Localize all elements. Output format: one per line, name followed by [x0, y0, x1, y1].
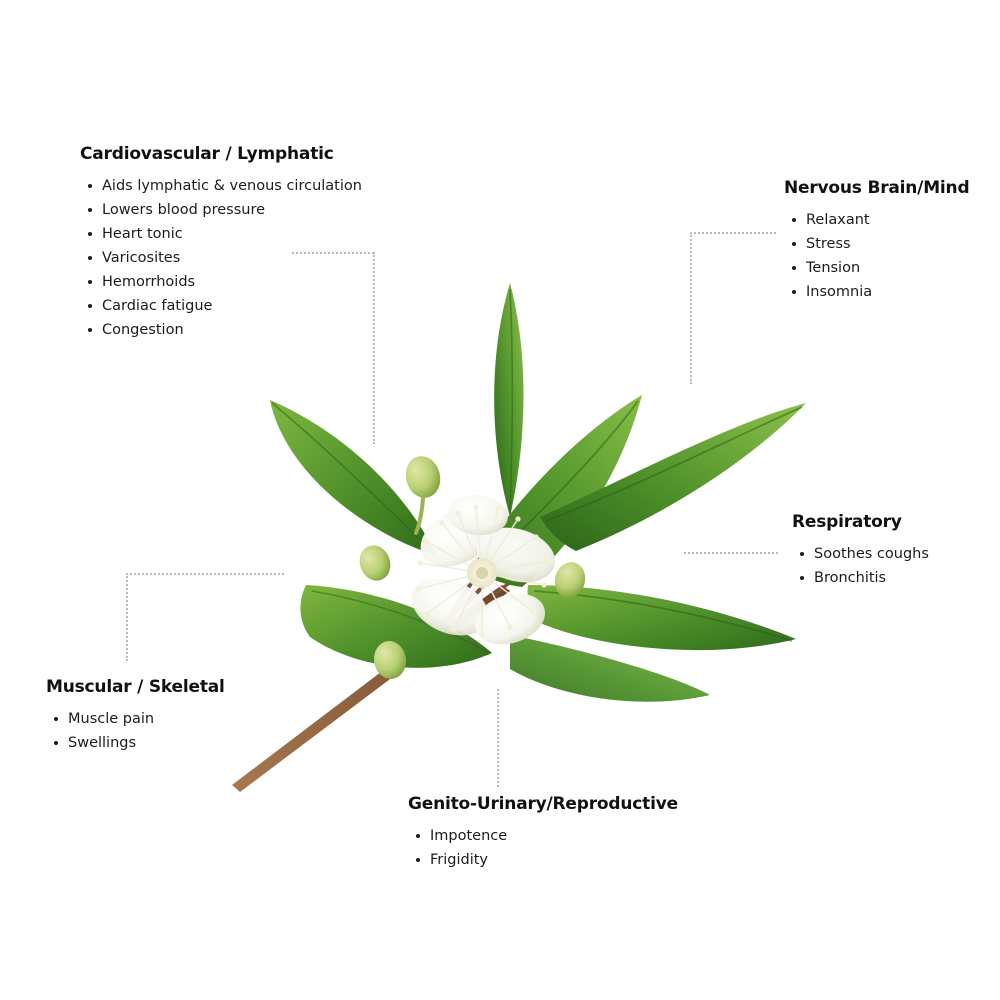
list-item: Insomnia	[806, 280, 969, 304]
callout-list-respiratory	[792, 542, 929, 590]
callout-muscular-skeletal	[46, 677, 225, 755]
callout-list-muscular	[46, 707, 225, 755]
list-item: Congestion	[102, 318, 362, 342]
callout-title-nervous: Nervous Brain/Mind	[784, 178, 970, 198]
leaf-tall-center	[494, 283, 523, 517]
callout-title-respiratory: Respiratory	[792, 512, 902, 532]
list-item: Lowers blood pressure	[102, 198, 362, 222]
list-item: Frigidity	[430, 848, 678, 872]
list-item: Cardiac fatigue	[102, 294, 362, 318]
list-item: Stress	[806, 232, 969, 256]
callout-list-genito	[408, 824, 678, 872]
callout-title-muscular: Muscular / Skeletal	[46, 677, 225, 697]
callout-nervous-brain-mind	[784, 178, 969, 304]
connector-nervous-horizontal	[690, 232, 776, 234]
callout-title-cardiovascular: Cardiovascular / Lymphatic	[80, 144, 334, 164]
list-item: Hemorrhoids	[102, 270, 362, 294]
callout-list-cardiovascular	[80, 174, 362, 342]
callout-genito-urinary-reproductive	[408, 794, 678, 872]
list-item: Relaxant	[806, 208, 969, 232]
flower-bud-left	[355, 541, 396, 585]
list-item: Soothes coughs	[814, 542, 929, 566]
list-item: Tension	[806, 256, 969, 280]
list-item: Swellings	[68, 731, 225, 755]
connector-muscular-vertical	[126, 573, 128, 661]
list-item: Aids lymphatic & venous circulation	[102, 174, 362, 198]
list-item: Impotence	[430, 824, 678, 848]
callout-list-nervous	[784, 208, 969, 304]
callout-respiratory	[792, 512, 929, 590]
callout-cardiovascular-lymphatic	[80, 144, 362, 342]
list-item: Varicosites	[102, 246, 362, 270]
list-item: Heart tonic	[102, 222, 362, 246]
list-item: Muscle pain	[68, 707, 225, 731]
callout-title-genito: Genito-Urinary/Reproductive	[408, 794, 678, 814]
list-item: Bronchitis	[814, 566, 929, 590]
